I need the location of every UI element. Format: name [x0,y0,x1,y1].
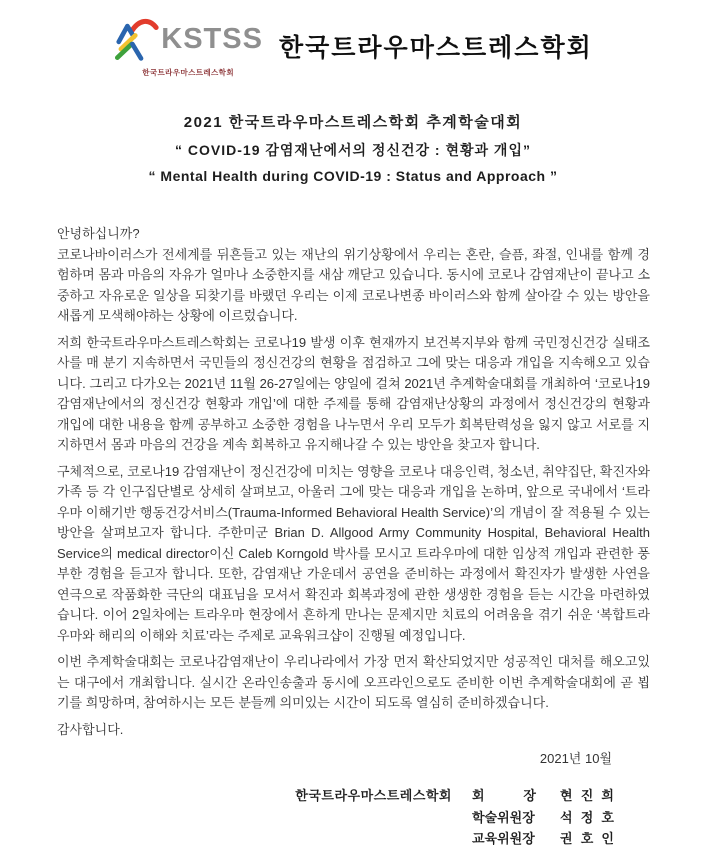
paragraph-1: 코로나바이러스가 전세계를 뒤흔들고 있는 재난의 위기상황에서 우리는 혼란, 슬픔, 좌절, 인내를 함께 경험하며 몸과 마음의 자유가 얼마나 소중한지를 새삼 깨닫고 있습니다. 동시에 코로나 감염재난이 끝나고 소중하고 자유로운 일상을 되찾기를 바랬던 우리는 이제 코로나변종 바이러스와 함께 살아갈 수 있는 방안을 새롭게 모색해야하는 상황에 이르렀습니다. [57,246,650,323]
kstss-logo-mark-icon [113,13,159,65]
conference-title: 2021 한국트라우마스트레스학회 추계학술대회 [183,114,523,131]
organization-title: 한국트라우마스트레스학회 [278,33,593,62]
letter-body [57,224,650,740]
signature-role-president: 회 장 [472,788,536,804]
closing-line: 감사합니다. [57,721,124,737]
paragraph-4: 이번 추계학술대회는 코로나감염재난이 우리나라에서 가장 먼저 확산되었지만 성공적인 대처를 해오고있는 대구에서 개최합니다. 실시간 온라인송출과 동시에 오프라인으로도 준비한 이번 추계학술대회에 곧 뵙기를 희망하며, 참여하시는 모든 분들께 의미있는 시간이 되도록 열심히 준비하겠습니다. [57,654,650,710]
signature-role-education-chair: 교육위원장 [472,831,535,847]
conference-subtitle-korean: “ COVID-19 감염재난에서의 정신건강 : 현황과 개입” [175,142,531,158]
signature-row [472,827,614,849]
paragraph-3: 구체적으로, 코로나19 감염재난이 정신건강에 미치는 영향을 코로나 대응인력, 청소년, 취약집단, 확진자와 가족 등 각 인구집단별로 상세히 살펴보고, 아울러 그에 맞는 대응과 개입을 논하며, 앞으로 국내에서 ‘트라우마 이해기반 행동건강서비스(Trauma-Informed Behavioral Health Service)’의 개념이 잘 적용될 수 있는 방안을 살펴보고자 합니다. 주한미군 Brian D. Allgood Army Community Hospital, Behavioral Health Service의 medical director이신 Caleb Korngold 박사를 모시고 트라우마에 대한 임상적 개입과 관련한 풍부한 경험을 듣고자 합니다. 또한, 감염재난 가운데서 공연을 준비하는 과정에서 확진자가 발생한 사연을 연극으로 작품화한 극단의 대표님을 모셔서 확진과 회복과정에 관한 생생한 경험을 듣는 시간을 마련하였습니다. 이어 2일차에는 트라우마 현장에서 흔하게 만나는 문제지만 치료의 어려움을 겪기 쉬운 ‘복합트라우마와 해리의 이해와 치료’라는 주제로 교육워크샵이 진행될 예정입니다. [57,463,650,643]
signature-row [472,806,614,828]
signature-row [295,784,614,806]
conference-title-block [0,111,706,184]
signature-role-academic-chair: 학술위원장 [472,809,535,825]
signature-org: 한국트라우마스트레스학회 [295,788,452,804]
signature-name-president: 현 진 희 [560,788,614,804]
signature-block [0,784,706,849]
kstss-logo-subtext: 한국트라우마스트레스학회 [142,68,234,77]
letterhead [0,0,706,78]
greeting-line: 안녕하십니까? [57,226,140,241]
signature-name-education-chair: 권 호 인 [560,831,614,847]
paragraph-2: 저희 한국트라우마스트레스학회는 코로나19 발생 이후 현재까지 보건복지부와 함께 국민정신건강 실태조사를 매 분기 지속하면서 국민들의 정신건강의 현황을 점검하고 그에 맞는 대응과 개입을 지속해오고 있습니다. 그리고 다가오는 2021년 11월 26-27일에는 양일에 걸쳐 2021년 추계학술대회를 개최하여 ‘코로나19 감염재난에서의 정신건강 현황과 개입’에 대한 주제를 통해 감염재난상황의 과정에서 정신건강의 현황과 개입에 대한 내용을 함께 공부하고 소중한 경험을 나누면서 우리 모두가 회복탄력성을 잃지 않고 서로를 지지하면서 몸과 마음의 건강을 계속 회복하고 유지해나갈 수 있는 방안을 찾고자 합니다. [57,334,650,452]
conference-subtitle-english: “ Mental Health during COVID-19 : Status and Approach ” [148,168,558,184]
signature-name-academic-chair: 석 정 호 [560,809,614,825]
kstss-acronym: KSTSS [161,22,263,55]
kstss-logo [113,13,263,78]
date-line: 2021년 10월 [539,751,612,766]
